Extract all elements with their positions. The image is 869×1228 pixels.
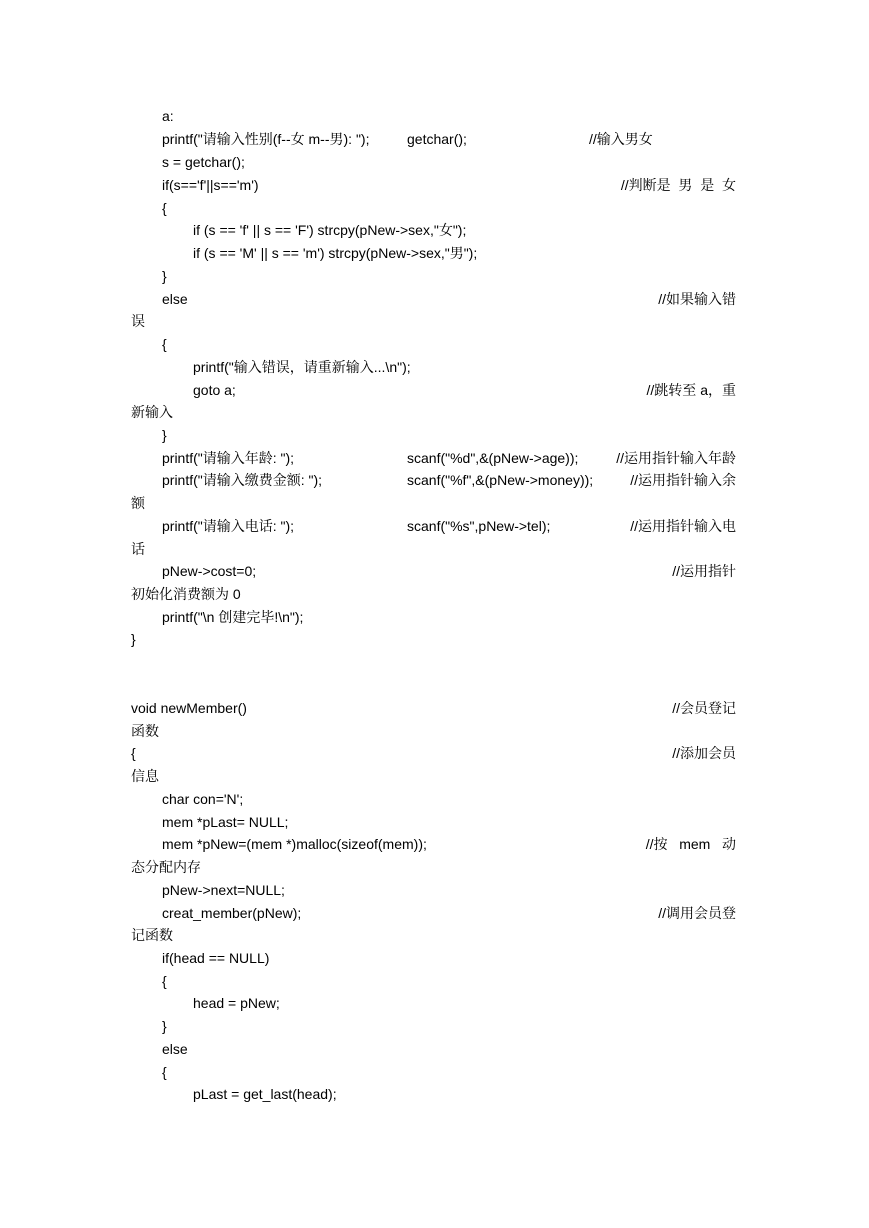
code-line	[0, 151, 869, 173]
code-text: pNew->cost=0;	[162, 563, 257, 579]
code-line	[0, 447, 869, 469]
code-text: goto a;	[193, 382, 236, 398]
code-line	[0, 401, 869, 423]
code-text: if (s == 'M' || s == 'm') strcpy(pNew->sex,"男");	[193, 245, 478, 261]
code-comment: //运用指针输入年龄	[616, 450, 736, 466]
code-text: 态分配内存	[131, 859, 201, 875]
code-comment: //按 mem 动	[645, 836, 736, 852]
code-line	[0, 583, 869, 605]
code-text: {	[162, 336, 167, 352]
code-line	[0, 310, 869, 332]
code-line	[0, 128, 869, 150]
code-text: 误	[131, 313, 145, 329]
code-line	[0, 879, 869, 901]
code-text: }	[162, 1018, 167, 1034]
code-text-2: scanf("%f",&(pNew->money));	[407, 472, 594, 488]
code-text: pLast = get_last(head);	[193, 1086, 337, 1102]
code-text: else	[162, 291, 188, 307]
code-text: 初始化消费额为 0	[131, 586, 241, 602]
code-line	[0, 606, 869, 628]
code-text: printf("输入错误，请重新输入...\n");	[193, 359, 411, 375]
code-text: 函数	[131, 723, 159, 739]
code-line	[0, 333, 869, 355]
code-text: }	[131, 631, 136, 647]
code-line	[0, 902, 869, 924]
code-text: printf("\n 创建完毕!\n");	[162, 609, 304, 625]
code-line	[0, 469, 869, 491]
code-line	[0, 515, 869, 537]
code-line	[0, 765, 869, 787]
code-text: }	[162, 427, 167, 443]
code-line	[0, 174, 869, 196]
code-text: pNew->next=NULL;	[162, 882, 285, 898]
code-comment: //添加会员	[672, 745, 736, 761]
code-text: {	[162, 200, 167, 216]
code-line	[0, 1083, 869, 1105]
code-line	[0, 788, 869, 810]
code-comment: //输入男女	[589, 131, 653, 147]
code-line	[0, 742, 869, 764]
code-line	[0, 947, 869, 969]
code-line	[0, 492, 869, 514]
code-comment: //判断是 男 是 女	[620, 177, 736, 193]
code-line	[0, 356, 869, 378]
code-line	[0, 628, 869, 650]
code-text: head = pNew;	[193, 995, 280, 1011]
code-text: 新输入	[131, 404, 173, 420]
code-text: 信息	[131, 768, 159, 784]
code-line	[0, 1061, 869, 1083]
code-line	[0, 105, 869, 127]
code-text: printf("请输入电话: ");	[162, 518, 295, 534]
code-text-2: scanf("%s",pNew->tel);	[407, 518, 551, 534]
code-comment: //运用指针输入余	[630, 472, 736, 488]
code-text: 话	[131, 541, 145, 557]
code-text: a:	[162, 108, 174, 124]
code-line	[0, 833, 869, 855]
code-comment: //如果输入错	[658, 291, 736, 307]
code-line	[0, 219, 869, 241]
code-comment: //会员登记	[672, 700, 736, 716]
code-text: if (s == 'f' || s == 'F') strcpy(pNew->sex,"女");	[193, 222, 467, 238]
code-line	[0, 197, 869, 219]
code-text: {	[131, 745, 136, 761]
code-text: creat_member(pNew);	[162, 905, 302, 921]
code-text: if(head == NULL)	[162, 950, 270, 966]
code-text: }	[162, 268, 167, 284]
code-line	[0, 856, 869, 878]
code-line	[0, 992, 869, 1014]
code-comment: //运用指针输入电	[630, 518, 736, 534]
code-line	[0, 288, 869, 310]
code-text: 记函数	[131, 927, 173, 943]
code-line	[0, 1038, 869, 1060]
code-line	[0, 242, 869, 264]
code-line	[0, 1015, 869, 1037]
code-text: s = getchar();	[162, 154, 245, 170]
code-line	[0, 970, 869, 992]
code-text: 额	[131, 495, 145, 511]
code-text: mem *pLast= NULL;	[162, 814, 289, 830]
code-text: mem *pNew=(mem *)malloc(sizeof(mem));	[162, 836, 427, 852]
code-line	[0, 720, 869, 742]
code-text: printf("请输入年龄: ");	[162, 450, 295, 466]
code-comment: //跳转至 a，重	[646, 382, 736, 398]
code-text-2: getchar();	[407, 131, 467, 147]
code-line	[0, 811, 869, 833]
code-line	[0, 265, 869, 287]
code-comment: //调用会员登	[658, 905, 736, 921]
code-line	[0, 424, 869, 446]
code-text: void newMember()	[131, 700, 247, 716]
code-text-2: scanf("%d",&(pNew->age));	[407, 450, 579, 466]
code-text: char con='N';	[162, 791, 244, 807]
code-text: printf("请输入缴费金额: ");	[162, 472, 323, 488]
code-text: else	[162, 1041, 188, 1057]
code-line	[0, 538, 869, 560]
code-line	[0, 379, 869, 401]
code-line	[0, 560, 869, 582]
code-text: if(s=='f'||s=='m')	[162, 177, 259, 193]
code-line	[0, 924, 869, 946]
code-line	[0, 697, 869, 719]
code-text: {	[162, 1064, 167, 1080]
code-text: {	[162, 973, 167, 989]
code-text: printf("请输入性别(f--女 m--男): ");	[162, 131, 370, 147]
code-comment: //运用指针	[672, 563, 736, 579]
